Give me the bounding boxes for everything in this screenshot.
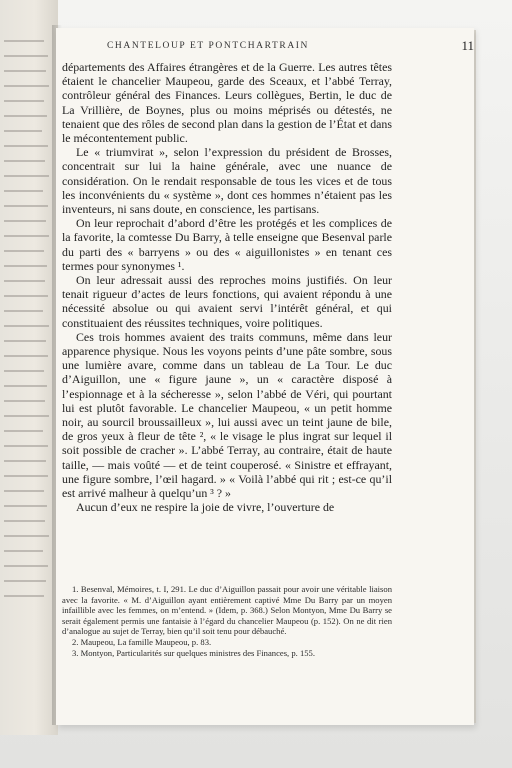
paragraph: On leur reprochait d’abord d’être les protégés et les complices de la favorite, la comtesse Du Barry, à telle enseigne que Besenval parle du parti des « barryens » ou des « aiguillonistes » en tenant ces termes pour synonymes ¹. [62, 216, 392, 273]
footnote: 2. Maupeou, La famille Maupeou, p. 83. [72, 636, 212, 647]
footnote: 1. Besenval, Mémoires, t. I, 291. Le duc d’Aiguillon passait pour avoir une véritable liaison avec la favorite. « M. d’Aiguillon ayant entièrement captivé Mme Du Barry par un moyen infaillible avec les femmes, on m’entend. » (Idem, p. 368.) Selon Montyon, Mme Du Barry se serait également permis une fantaisie à l’égard du chancelier Maupeou (p. 152). On ne dit rien d’analogue au sujet de Terray, bien qu’il soit tenu pour débauché. [62, 584, 392, 637]
underlying-page-stack [0, 0, 58, 735]
footnotes [62, 584, 392, 658]
paragraph: Aucun d’eux ne respire la joie de vivre, l’ouverture de [76, 500, 335, 515]
paragraph: Le « triumvirat », selon l’expression du président de Brosses, concentrait sur lui la haine générale, avec une nuance de considération. On le rendait responsable de tous les vices et de tous les inconvénients du « système », dont ces hommes n’étaient pas les inventeurs, ni sans doute, en conscience, les partisans. [62, 145, 392, 217]
paragraph: Ces trois hommes avaient des traits communs, même dans leur apparence physique. Nous les voyons peints d’une pâte sombre, sous une lumière avare, comme dans un tableau de La Tour. Le duc d’Aiguillon, une « figure jaune », un « caractère disposé à l’espionnage et à la sécheresse », selon l’abbé de Véri, qui pourtant lui est plutôt favorable. Le chancelier Maupeou, « un petit homme noir, au sourcil broussailleux », lui aussi avec un teint jaune de bile, de gros yeux à fleur de tête ², « le visage le plus ingrat sur lequel il soit possible de cracher ». L’abbé Terray, au contraire, était de haute taille, — mais voûté — et de teint couperosé. « Sinistre et effrayant, une figure sombre, l’œil hagard. » « Voilà l’abbé qui rit ; est-ce qu’il est arrivé malheur à quelqu’un ³ ? » [62, 329, 392, 501]
footnote: 3. Montyon, Particularités sur quelques ministres des Finances, p. 155. [72, 647, 315, 658]
running-head: CHANTELOUP ET PONTCHARTRAIN [106, 41, 310, 51]
paragraph: départements des Affaires étrangères et de la Guerre. Les autres têtes étaient le chancelier Maupeou, garde des Sceaux, et l’abbé Terray, contrôleur général des Finances. Leurs collègues, Bertin, le duc de La Vrillière, de Boynes, plus ou moins méprisés ou détestés, ne tenaient que des rôles de second plan dans la gestion de l’État et dans le mécontentement public. [62, 60, 392, 146]
paragraph: On leur adressait aussi des reproches moins justifiés. On leur tenait rigueur d’actes de leurs fonctions, qui avaient répondu à une nécessité absolue ou qui avaient servi l’intérêt général, et qui constituaient des réussites techniques, voire politiques. [62, 273, 392, 330]
body-text [62, 60, 392, 515]
page-number: 11 [461, 38, 474, 53]
